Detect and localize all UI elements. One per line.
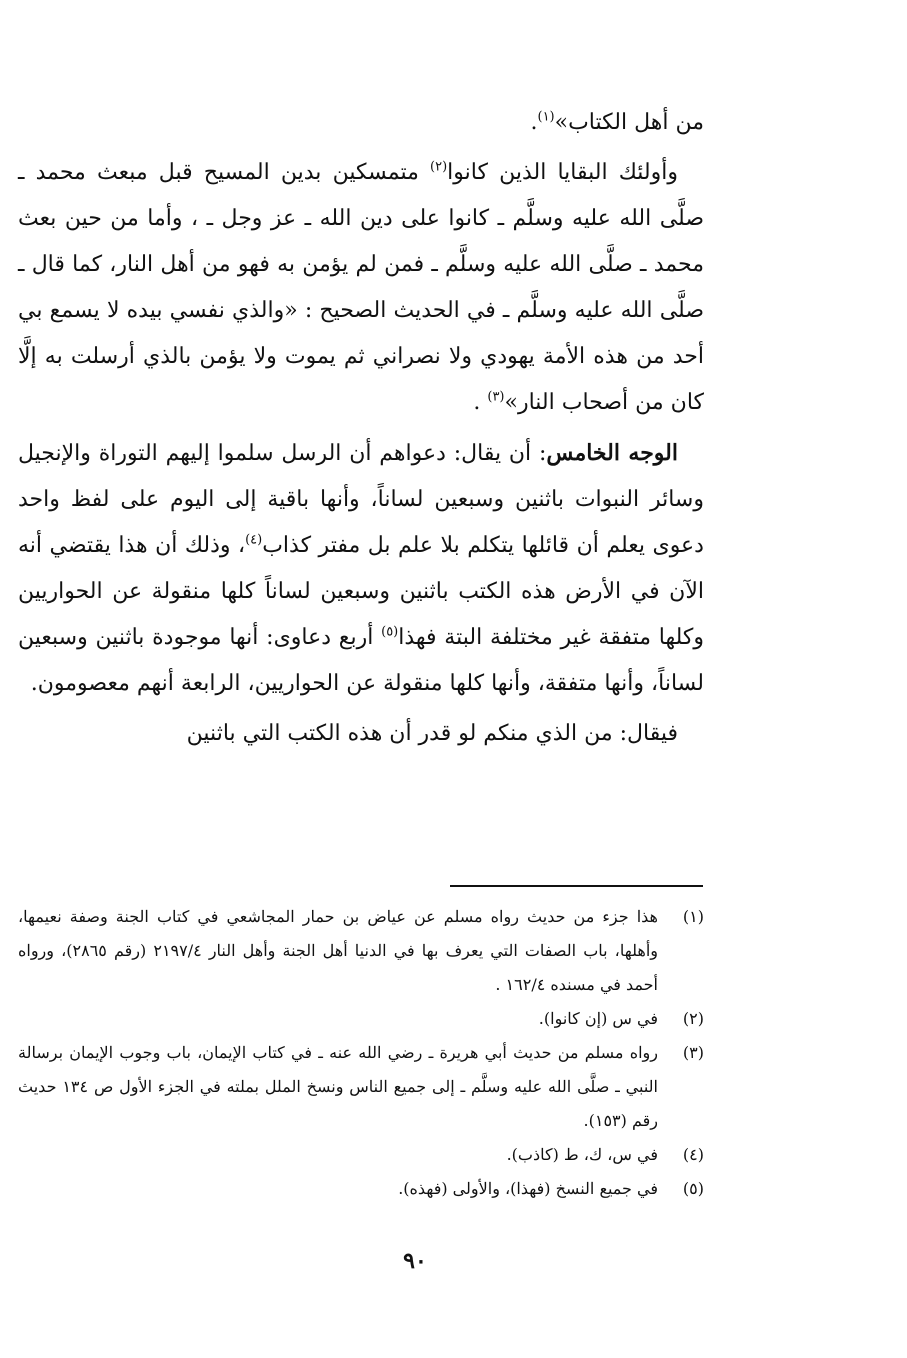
main-text — [18, 100, 704, 761]
paragraph-4 — [18, 711, 704, 757]
footnote-ref-4: (٤) — [245, 532, 263, 548]
paragraph-2-text-a: وأولئك البقايا الذين كانوا — [447, 160, 678, 185]
paragraph-1-text: من أهل الكتاب» — [554, 110, 704, 135]
footnote-ref-5: (٥) — [381, 624, 399, 640]
paragraph-4-text: فيقال: من الذي منكم لو قدر أن هذه الكتب التي باثنين — [186, 721, 678, 746]
footnote-ref-3: (٣) — [487, 389, 505, 405]
footnote-item — [18, 1002, 704, 1036]
page-number: ٩٠ — [403, 1248, 427, 1274]
footnote-text: في س (إن كانوا). — [538, 1009, 658, 1028]
footnote-item — [18, 1138, 704, 1172]
footnote-number: (٢) — [682, 1009, 704, 1028]
footnote-text: في س، ك، ط (كاذب). — [506, 1145, 658, 1164]
section-heading-inline: الوجه الخامس — [546, 440, 678, 466]
footnote-number: (٥) — [682, 1179, 704, 1198]
footnote-number: (٣) — [682, 1043, 704, 1062]
footnote-number: (١) — [682, 907, 704, 926]
paragraph-3-text-b: ، وذلك أن هذا يقتضي أنه الآن في الأرض هذه الكتب باثنين وسبعين لساناً كلها منقولة عن الحواريين وكلها متفقة غير مختلفة البتة فهذا — [18, 533, 704, 650]
paragraph-3-text-a: : أن يقال: دعواهم أن الرسل سلموا إليهم التوراة والإنجيل وسائر النبوات باثنين وسبعين لساناً، وأنها باقية إلى اليوم على لفظ واحد دعوى يعلم أن قائلها يتكلم بلا علم بل مفتر كذاب — [18, 441, 704, 558]
footnotes — [18, 900, 704, 1206]
footnote-ref-2: (٢) — [430, 159, 448, 175]
paragraph-3 — [18, 430, 704, 707]
paragraph-2 — [18, 150, 704, 426]
footnote-divider — [450, 885, 703, 887]
paragraph-3-text-c: أربع دعاوى: أنها موجودة باثنين وسبعين لساناً، وأنها متفقة، وأنها كلها منقولة عن الحواريين، الرابعة أنهم معصومون. — [18, 625, 704, 696]
footnote-number: (٤) — [682, 1145, 704, 1164]
paragraph-2-text-b: متمسكين بدين المسيح قبل مبعث محمد ـ صلَّى الله عليه وسلَّم ـ كانوا على دين الله ـ عز وجل ـ ، وأما من حين بعث محمد ـ صلَّى الله عليه وسلَّم ـ فمن لم يؤمن به فهو من أهل النار، كما قال ـ صلَّى الله عليه وسلَّم ـ في الحديث الصحيح : «والذي نفسي بيده لا يسمع بي أحد من هذه الأمة يهودي ولا نصراني ثم يموت ولا يؤمن بالذي أرسلت به إلَّا كان من أصحاب النار» — [18, 160, 704, 415]
paragraph-2-end: . — [473, 390, 488, 415]
footnote-item — [18, 1036, 704, 1138]
footnote-text: في جميع النسخ (فهذا)، والأولى (فهذه). — [398, 1179, 658, 1198]
footnote-ref-1: (١) — [537, 109, 555, 125]
footnote-text: هذا جزء من حديث رواه مسلم عن عياض بن حمار المجاشعي في كتاب الجنة وصفة نعيمها، وأهلها، باب الصفات التي يعرف بها في الدنيا أهل الجنة وأهل النار ٢١٩٧/٤ (رقم ٢٨٦٥)، ورواه أحمد في مسنده ١٦٢/٤ . — [18, 907, 659, 994]
footnote-item — [18, 1172, 704, 1206]
footnote-item — [18, 900, 704, 1002]
paragraph-1 — [18, 100, 704, 146]
paragraph-1-end: . — [530, 110, 538, 135]
footnote-text: رواه مسلم من حديث أبي هريرة ـ رضي الله عنه ـ في كتاب الإيمان، باب وجوب الإيمان برسالة النبي ـ صلَّى الله عليه وسلَّم ـ إلى جميع الناس ونسخ الملل بملته في الجزء الأول ص ١٣٤ حديث رقم (١٥٣). — [18, 1043, 658, 1130]
